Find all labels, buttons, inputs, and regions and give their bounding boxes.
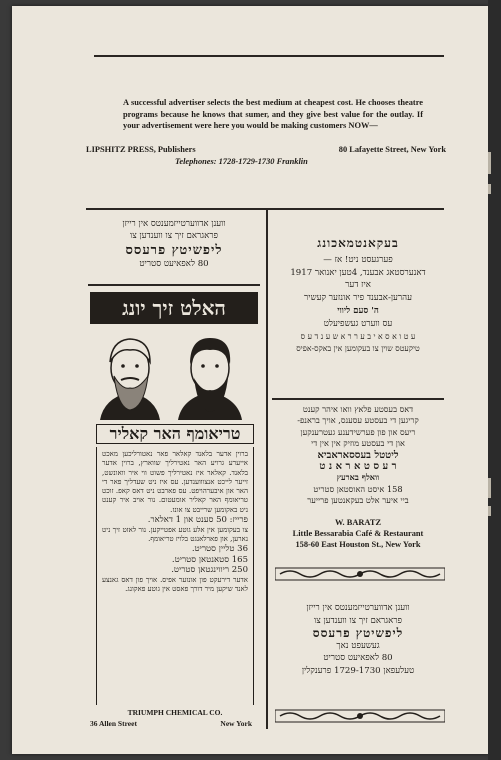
ad-address: 80 לאפאיעט סטריט xyxy=(323,653,393,663)
triumph-ad-body xyxy=(96,447,254,705)
triumph-hair-color-banner: טריאומף האר קאליר xyxy=(96,424,254,444)
triumph-street: 36 Allen Street xyxy=(90,719,137,728)
triumph-city: New York xyxy=(220,719,252,728)
restaurant-address: 158-60 East Houston St., New York xyxy=(295,540,421,549)
publisher-name: LIPSHITZ PRESS, Publishers xyxy=(86,145,196,154)
lipshitz-ad-left xyxy=(88,218,260,270)
ad-address: 80 לאפאיעט סטריט xyxy=(139,259,209,269)
section-rule xyxy=(272,398,444,400)
restaurant-line: ר ע ס ט א ר א נ ט xyxy=(319,461,397,473)
restaurant-line: דאס בעסטע פלאץ וואו איהר קענט xyxy=(302,404,414,414)
restaurant-owner: W. BARATZ xyxy=(334,518,382,527)
announcement-line: דאנערסטאג אבענד, 4טען יאנואר 1917 xyxy=(290,267,426,278)
stay-young-banner: האלט זיך יונג xyxy=(90,292,258,324)
section-rule xyxy=(86,208,444,210)
restaurant-line: 158 איסט האוסטאן סטריט xyxy=(313,483,403,494)
announcement-line: עס ווערט געשפיעלט xyxy=(323,318,393,329)
binding-stitch xyxy=(488,506,491,516)
triumph-address-item: 36 טליין סטריט. xyxy=(191,544,248,555)
ad-name: ליפשיטץ פרעסס xyxy=(312,626,404,640)
announcement-line: איז דער xyxy=(345,280,371,291)
binding-stitch xyxy=(488,478,491,498)
book-binding xyxy=(488,0,501,760)
ad-phones: טעלעפאן 1729-1730 פרענקלין xyxy=(301,665,415,676)
binding-stitch xyxy=(488,152,491,174)
column-divider xyxy=(266,209,268,729)
triumph-address-line xyxy=(90,719,260,728)
ornamental-border xyxy=(275,709,445,723)
ad-line: פראגראם זיך צו ווענדען צו xyxy=(314,615,402,626)
publisher-line xyxy=(86,145,446,154)
ornamental-border xyxy=(275,567,445,581)
publisher-address: 80 Lafayette Street, New York xyxy=(338,145,446,154)
triumph-address-item: 165 סטאנטאן סטריט. xyxy=(171,554,248,565)
announcement-line: ע ט ו א ס א י ב ע ר ר א ש ע נ ד ע ס xyxy=(300,331,416,341)
ad-name: ליפשיטץ פרעסס xyxy=(125,243,223,258)
restaurant-line: ליטטל בעססאראביא xyxy=(317,449,399,461)
triumph-order-note: אדער דירעקט פון אונזער אפיס. אויך פון דאס גאנצע לאנד שיקען מיר דורך פאסט אין גוטע פאקונג. xyxy=(102,575,248,593)
restaurant-name: Little Bessarabia Café & Restaurant xyxy=(292,529,424,538)
restaurant-line: ריעס און פון פערשידענע געטרענקען xyxy=(300,426,416,437)
baratz-restaurant-ad xyxy=(272,404,444,507)
announcement-box xyxy=(272,237,444,356)
triumph-price: פרייז: 50 סענט און 1 דאלאר. xyxy=(147,515,248,526)
restaurant-line: ביי איער אלט בעקאנטען פרייער xyxy=(307,495,409,506)
triumph-address-item: 250 ריווינגטאן סטריט. xyxy=(171,565,248,576)
binding-stitch xyxy=(488,184,491,194)
ad-line: ווענן אדווערטייזמענטס אין רייזן xyxy=(122,219,226,229)
ad-line: געשעפט נאך xyxy=(336,640,380,651)
restaurant-line: וואלף בארעץ xyxy=(336,472,380,483)
triumph-description: ברוין אדער בלאנד קאלאר פאר נאטורליכען מאכט אייערע גרויע האר נאטירליך שווארץ, ברוין אדער בלאנד. קאלאר איז נאטירליך פשוט ווי איר וואונשט, זייער לייכט אנצוווענדען. עס איז ניט שעדליך פאר די האר און איבערהויפט. עס פארבט ניט דאס קאפ. זוכט טריאומף האר קאליר אומעטום. נור אויב איר קענט ניט באקומען שרייבט צו אונז. xyxy=(102,450,248,514)
announcement-title: בעקאנטמאכונג xyxy=(317,236,399,250)
lipshitz-ad-right xyxy=(272,602,444,677)
advertising-blurb: A successful advertiser selects the best medium at cheapest cost. He chooses theatre programs because he knows that sumer, and they give best value for the outlay. If your advertisement were here you would be making customers NOW— xyxy=(123,98,423,131)
top-rule xyxy=(94,55,444,57)
announcement-line: ה' סעם ליווי xyxy=(337,305,379,316)
restaurant-line: קריגען די בעסטע עסענס, אויך בראנפ- xyxy=(297,415,419,426)
baratz-english xyxy=(272,517,444,550)
publisher-telephones: Telephones: 1728-1729-1730 Franklin xyxy=(175,157,308,166)
triumph-company: TRIUMPH CHEMICAL CO. xyxy=(127,708,223,717)
portraits-illustration xyxy=(90,326,258,421)
triumph-availability: צו בעקומען אין אלע גוטע אפטייקען. נור לאזט זיך ניט נארען, און פארלאנגט בלויז טריאומף. xyxy=(102,525,248,543)
announcement-line: טיקעטס שוין צו בעקומען אין באקס-אפיס xyxy=(296,344,420,354)
restaurant-line: און די בעסטע מוזיק אין אין די xyxy=(311,438,405,449)
ad-line: פראגראם זיך צו ווענדען צו xyxy=(130,231,218,241)
announcement-line: פערגעסט ניט! אז — xyxy=(323,254,393,265)
announcement-line: עהרען-אבענד פיר אונזער קעשיר xyxy=(304,293,412,304)
section-rule xyxy=(88,284,260,286)
ad-line: ווענן אדווערטייזמענטס אין רייזן xyxy=(306,603,410,613)
